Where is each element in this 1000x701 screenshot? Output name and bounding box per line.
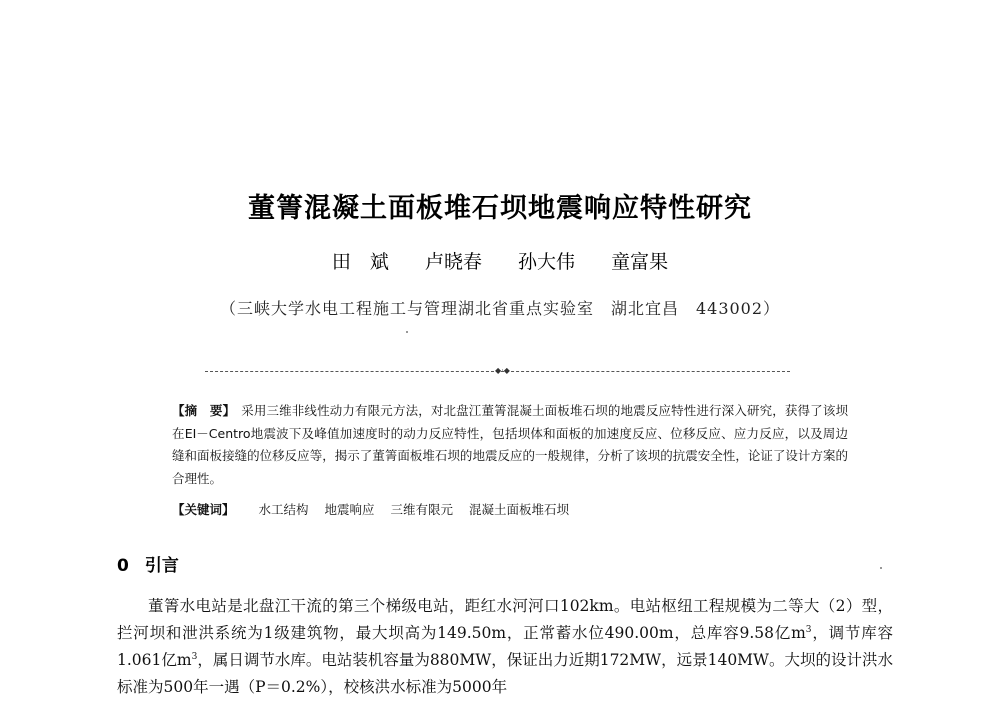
affiliation: （三峡大学水电工程施工与管理湖北省重点实验室 湖北宜昌 443002） [219, 299, 781, 318]
keyword: 混凝土面板堆石坝 [469, 502, 570, 517]
superscript: 3 [191, 651, 198, 662]
paper-title: 董箐混凝土面板堆石坝地震响应特性研究 [248, 193, 752, 224]
body-paragraph [117, 593, 893, 701]
keyword: 水工结构 [258, 502, 309, 517]
body-text-part: ，属日调节水库。电站装机容量为880MW，保证出力近期172MW，远景140MW。大坝的设计洪水标准为500年一遇（P＝0.2%），校核洪水标准为5000年 [117, 651, 893, 696]
abstract [172, 400, 848, 490]
body-text-part: ，调节库容1.061亿m [117, 624, 893, 669]
abstract-label: 【摘 要】 [172, 403, 236, 418]
author-name: 孙大伟 [518, 251, 576, 273]
keywords-label: 【关键词】 [172, 502, 235, 517]
keyword: 三维有限元 [390, 502, 454, 517]
author-name: 卢晓春 [424, 251, 482, 273]
scan-speck [880, 567, 882, 569]
separator-ornament-icon: ◆·◆ [495, 366, 510, 375]
section-heading [117, 551, 179, 576]
section-number: 0 [117, 556, 129, 576]
keywords [172, 500, 848, 518]
keyword: 地震响应 [324, 502, 375, 517]
author-list [0, 247, 1000, 274]
author-name: 童富果 [611, 251, 669, 273]
author-name: 田 斌 [331, 251, 389, 273]
superscript: 3 [805, 624, 812, 635]
scan-speck [406, 331, 408, 333]
section-title: 引言 [144, 556, 179, 576]
body-text-part: 董箐水电站是北盘江干流的第三个梯级电站，距红水河河口102km。电站枢纽工程规模为二等大（2）型，拦河坝和泄洪系统为1级建筑物，最大坝高为149.50m，正常蓄水位490.00m，总库容9.58亿m [117, 597, 893, 642]
abstract-text: 采用三维非线性动力有限元方法，对北盘江董箐混凝土面板堆石坝的地震反应特性进行深入研究，获得了该坝在EI－Centro地震波下及峰值加速度时的动力反应特性，包括坝体和面板的加速度反应、位移反应、应力反应，以及周边缝和面板接缝的位移反应等，揭示了董箐面板堆石坝的地震反应的一般规律，分析了该坝的抗震安全性，论证了设计方案的合理性。 [172, 403, 848, 486]
